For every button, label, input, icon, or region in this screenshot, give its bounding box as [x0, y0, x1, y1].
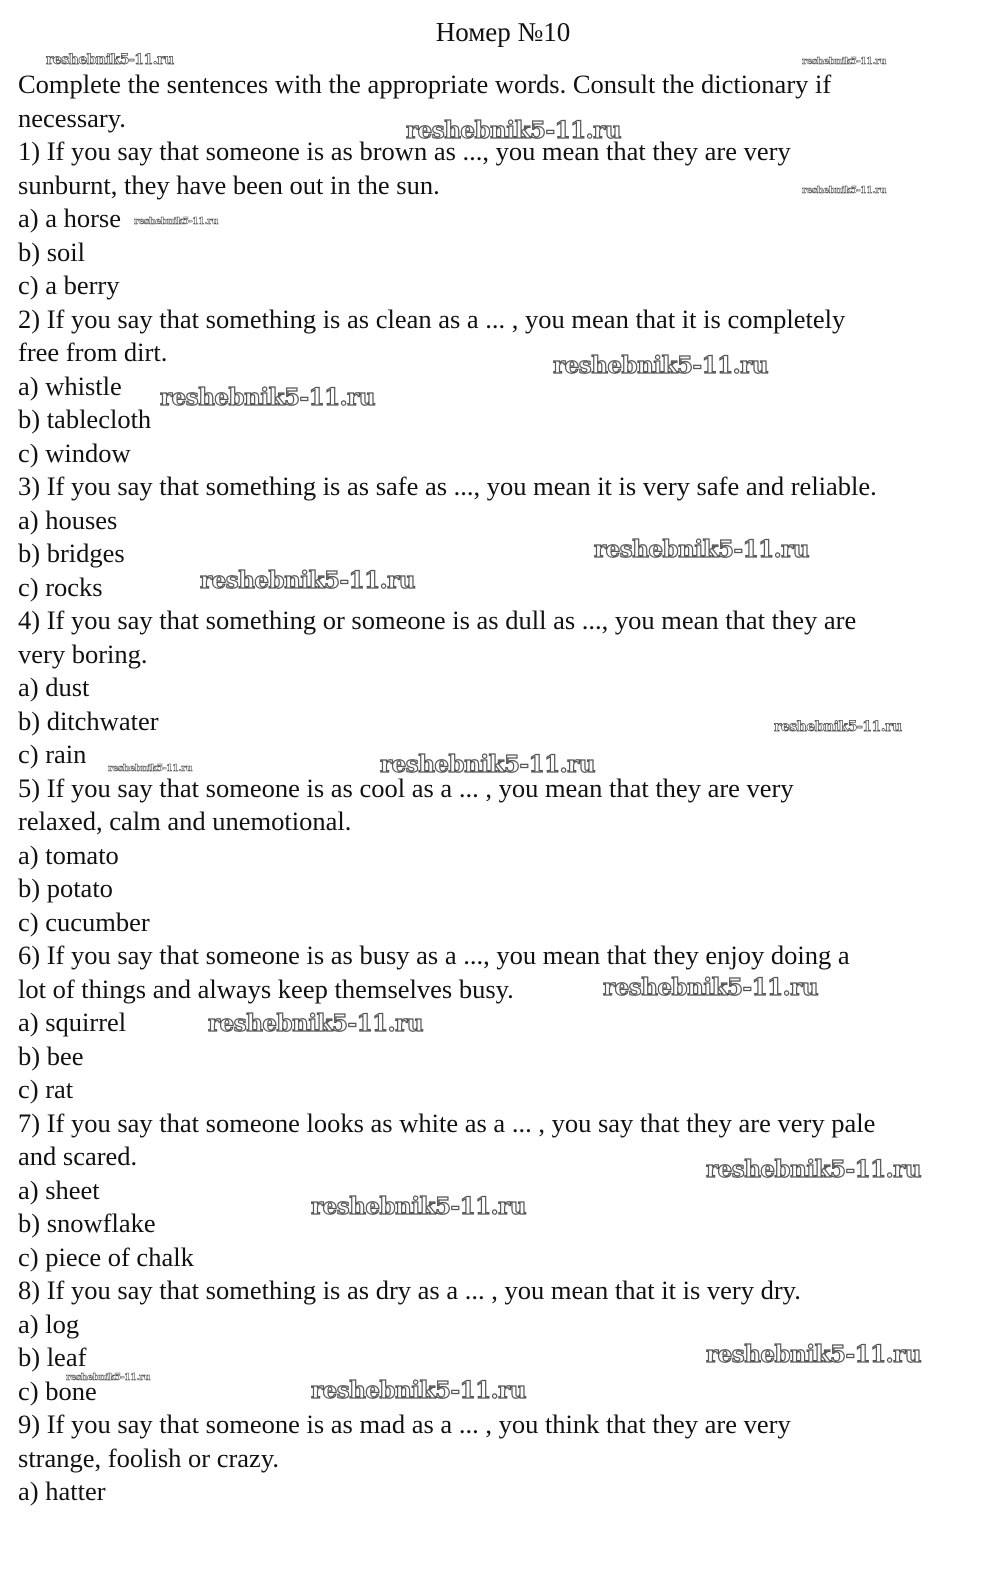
question-4-option-a: a) dust [18, 672, 90, 702]
question-1-line: sunburnt, they have been out in the sun. [18, 169, 440, 200]
question-8-option-a: a) log [18, 1308, 80, 1339]
watermark: reshebnik5-11.ru [200, 567, 415, 594]
instruction-line: necessary. [18, 102, 126, 133]
watermark: reshebnik5-11.ru [66, 1372, 151, 1383]
question-7-option-b: b) snowflake [18, 1208, 156, 1238]
question-5-option-b: b) potato [18, 873, 113, 903]
question-3-option-b: b) bridges [18, 538, 125, 568]
question-6-line: 6) If you say that someone is as busy as a ..., you mean that they enjoy doing a [18, 940, 850, 970]
watermark: reshebnik5-11.ru [774, 719, 902, 735]
watermark: reshebnik5-11.ru [603, 974, 818, 1001]
watermark: reshebnik5-11.ru [706, 1156, 921, 1183]
watermark: reshebnik5-11.ru [108, 763, 193, 774]
watermark: reshebnik5-11.ru [160, 384, 375, 411]
question-1-option-a: a) a horse [18, 203, 121, 233]
question-1-line: 1) If you say that someone is as brown as ..., you mean that they are very [18, 136, 791, 166]
watermark: reshebnik5-11.ru [46, 52, 174, 68]
question-6-line: lot of things and always keep themselves busy. [18, 973, 514, 1004]
watermark: reshebnik5-11.ru [311, 1377, 526, 1404]
question-1-option-c: c) a berry [18, 270, 120, 300]
question-5-line: relaxed, calm and unemotional. [18, 806, 352, 836]
question-8-line: 8) If you say that something is as dry as a ... , you mean that it is very dry. [18, 1275, 801, 1305]
question-6-option-b: b) bee [18, 1040, 84, 1071]
question-6-option-c: c) rat [18, 1074, 74, 1104]
question-9-option-a: a) hatter [18, 1476, 106, 1506]
question-5-option-c: c) cucumber [18, 906, 150, 937]
page-title: Номер №10 [435, 17, 571, 47]
exercise-body [18, 68, 990, 1509]
question-3-option-c: c) rocks [18, 571, 103, 602]
question-4-line: very boring. [18, 638, 148, 669]
question-7-option-c: c) piece of chalk [18, 1241, 194, 1272]
question-9-line: strange, foolish or crazy. [18, 1442, 279, 1473]
question-4-option-b: b) ditchwater [18, 705, 159, 736]
question-7-line: and scared. [18, 1141, 138, 1171]
question-2-option-c: c) window [18, 437, 131, 468]
question-4-line: 4) If you say that something or someone is as dull as ..., you mean that they are [18, 605, 857, 635]
question-2-option-b: b) tablecloth [18, 404, 152, 434]
watermark: reshebnik5-11.ru [134, 216, 219, 227]
watermark: reshebnik5-11.ru [594, 536, 809, 563]
watermark: reshebnik5-11.ru [311, 1193, 526, 1220]
question-1-option-b: b) soil [18, 236, 85, 267]
watermark: reshebnik5-11.ru [802, 185, 887, 196]
instruction-line: Complete the sentences with the appropriate words. Consult the dictionary if [18, 69, 832, 99]
question-8-option-b: b) leaf [18, 1342, 87, 1372]
watermark: reshebnik5-11.ru [706, 1341, 921, 1368]
watermark: reshebnik5-11.ru [406, 117, 621, 144]
question-4-option-c: c) rain [18, 739, 87, 769]
watermark: reshebnik5-11.ru [553, 352, 768, 379]
question-8-option-c: c) bone [18, 1375, 97, 1406]
question-5-line: 5) If you say that someone is as cool as a ... , you mean that they are very [18, 772, 794, 803]
question-2-option-a: a) whistle [18, 370, 122, 401]
question-9-line: 9) If you say that someone is as mad as a ... , you think that they are very [18, 1409, 791, 1439]
question-6-option-a: a) squirrel [18, 1007, 127, 1037]
question-3-option-a: a) houses [18, 504, 118, 535]
question-7-line: 7) If you say that someone looks as white as a ... , you say that they are very pale [18, 1107, 876, 1138]
watermark: reshebnik5-11.ru [380, 751, 595, 778]
question-2-line: 2) If you say that something is as clean as a ... , you mean that it is completely [18, 303, 846, 334]
question-3-line: 3) If you say that something is as safe as ..., you mean it is very safe and reliable. [18, 471, 877, 501]
question-7-option-a: a) sheet [18, 1174, 100, 1205]
question-5-option-a: a) tomato [18, 839, 119, 870]
question-2-line: free from dirt. [18, 337, 168, 367]
watermark: reshebnik5-11.ru [208, 1010, 423, 1037]
watermark: reshebnik5-11.ru [802, 56, 887, 67]
